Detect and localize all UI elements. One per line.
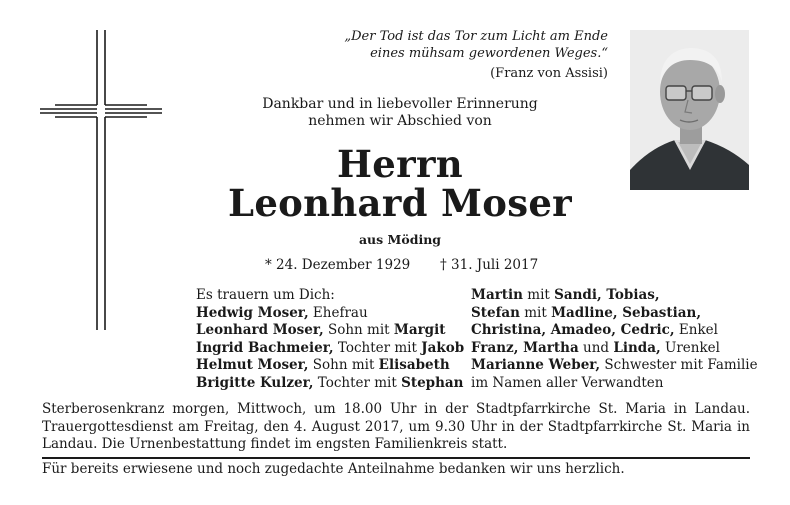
mourner-line	[196, 340, 464, 358]
mourner-name: Linda,	[613, 339, 661, 356]
mourner-line	[471, 322, 758, 340]
mourner-name: Stephan	[401, 374, 464, 391]
mourner-relation: mit	[519, 304, 552, 321]
mourner-relation: und	[578, 339, 614, 356]
mourner-relation: Tochter mit	[333, 339, 422, 356]
intro-line-1: Dankbar und in liebevoller Erinnerung	[262, 96, 538, 112]
mourner-relation: Ehefrau	[308, 304, 368, 321]
mourner-line	[471, 287, 758, 305]
mourner-name: Helmut Moser,	[196, 357, 309, 373]
mourner-line	[196, 357, 464, 375]
mourner-line	[471, 305, 758, 323]
mourner-line	[196, 287, 464, 305]
divider	[42, 457, 750, 459]
mourner-name: Jakob	[421, 339, 465, 356]
mourner-line	[471, 340, 758, 358]
mourner-line	[196, 375, 464, 393]
intro-text	[180, 96, 620, 130]
deceased-name: Leonhard Moser	[228, 181, 572, 225]
death-date: † 31. Juli 2017	[440, 257, 539, 273]
thanks-line: Für bereits erwiesene und noch zugedachte Anteilnahme bedanken wir uns herzlich.	[42, 461, 625, 477]
mourner-line	[196, 305, 464, 323]
mourner-name: Stefan	[471, 304, 520, 321]
mourner-relation: Sohn mit	[308, 357, 379, 373]
quote	[290, 28, 608, 62]
mourner-relation: mit	[522, 287, 555, 303]
salutation: Herrn	[337, 142, 463, 186]
quote-line-1: „Der Tod ist das Tor zum Licht am Ende	[344, 29, 608, 44]
mourner-line	[196, 322, 464, 340]
mourner-name: Ingrid Bachmeier,	[196, 339, 334, 356]
mourner-name: Sandi, Tobias,	[554, 287, 660, 303]
mourner-name: Marianne Weber,	[471, 357, 601, 373]
mourner-name: Martin	[471, 287, 523, 303]
mourner-name: Margit	[393, 322, 446, 338]
mourner-name: Madline, Sebastian,	[551, 304, 702, 321]
cross-icon	[40, 30, 162, 330]
mourner-relation: Tochter mit	[313, 374, 402, 391]
mourner-line	[471, 357, 758, 375]
mourners-left	[196, 287, 464, 392]
mourner-relation: Es trauern um Dich:	[196, 287, 335, 303]
portrait-photo	[630, 30, 749, 190]
mourner-name: Elisabeth	[378, 357, 450, 373]
intro-line-2: nehmen wir Abschied von	[308, 113, 492, 129]
mourner-line	[471, 375, 758, 393]
mourners-right	[471, 287, 758, 392]
service-notice: Sterberosenkranz morgen, Mittwoch, um 18.00 Uhr in der Stadtpfarrkirche St. Maria in Landau. Trauergottesdienst am Freitag, den 4. August 2017, um 9.30 Uhr in der Stadtpfarrkirche St. Maria in Landau. Die Urnenbestattung findet im engsten Familienkreis statt.	[42, 401, 750, 452]
mourner-relation: Schwester mit Familie	[600, 357, 758, 373]
mourner-name: Brigitte Kulzer,	[196, 374, 314, 391]
mourner-relation: Sohn mit	[323, 322, 394, 338]
quote-line-2: eines mühsam gewordenen Weges.“	[370, 46, 608, 61]
quote-source: (Franz von Assisi)	[490, 66, 608, 81]
mourner-name: Franz, Martha	[471, 339, 579, 356]
mourner-relation: im Namen aller Verwandten	[471, 374, 664, 391]
mourner-relation: Enkel	[674, 322, 718, 338]
birth-date: * 24. Dezember 1929	[265, 257, 411, 273]
origin: aus Möding	[358, 232, 442, 247]
mourner-name: Christina, Amadeo, Cedric,	[471, 322, 675, 338]
mourner-relation: Urenkel	[660, 339, 720, 356]
mourner-name: Hedwig Moser,	[196, 304, 309, 321]
mourner-name: Leonhard Moser,	[196, 322, 324, 338]
